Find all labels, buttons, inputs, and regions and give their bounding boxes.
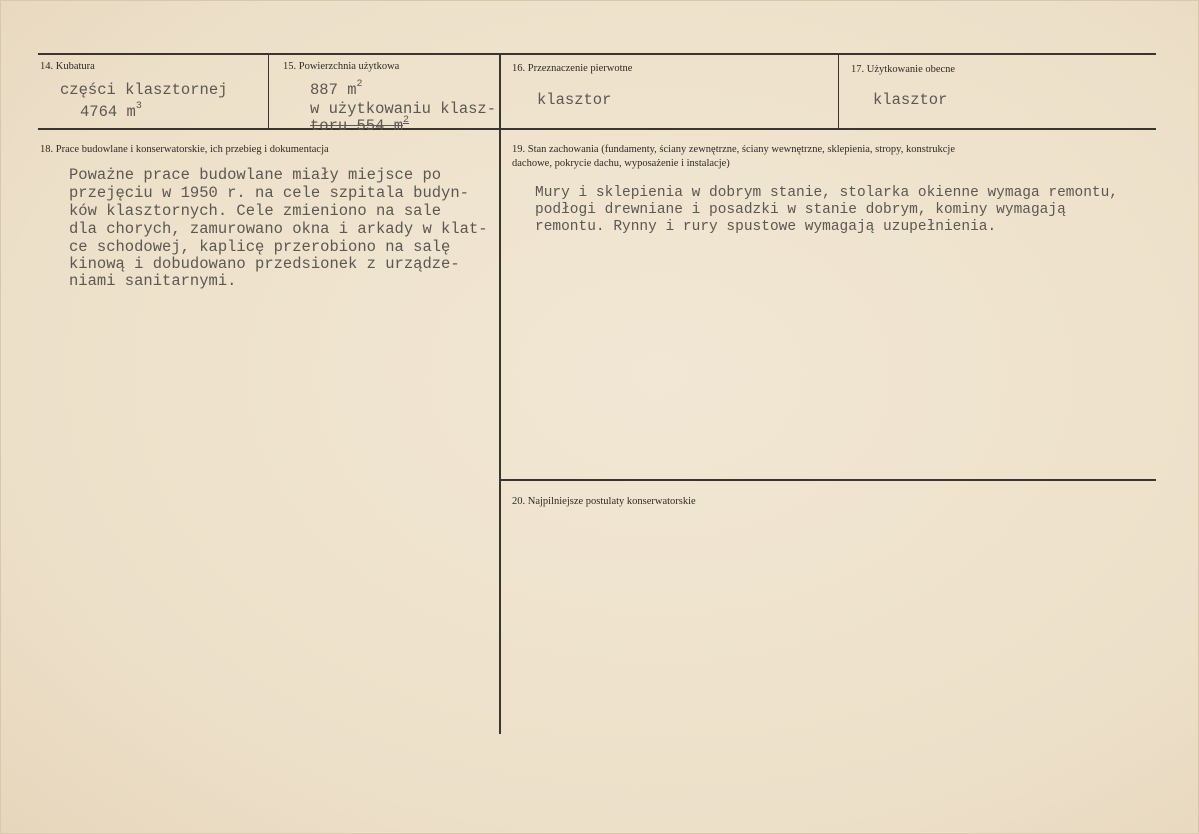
field-18-line: ków klasztornych. Cele zmieniono na sale [69,202,442,220]
field-15-line3 [310,117,409,135]
field-14-line1: części klasztornej [60,81,228,99]
field-16-value: klasztor [537,91,612,109]
section-divider-19-20 [500,479,1156,481]
top-rule [38,53,1156,55]
field-19-label-line1: 19. Stan zachowania (fundamenty, ściany zewnętrzne, ściany wewnętrzne, sklepienia, stropy, konstrukcje [512,144,955,155]
field-18-label: 18. Prace budowlane i konserwatorskie, ich przebieg i dokumentacja [40,144,329,155]
field-14-volume-value: 4764 m [80,103,136,121]
field-19-line: remontu. Rynny i rury spustowe wymagają uzupełnienia. [535,219,997,235]
field-14-line2 [80,103,142,121]
field-15-line1 [310,81,363,99]
field-19-label-line2: dachowe, pokrycie dachu, wyposażenie i instalacje) [512,158,730,169]
field-18-line: przejęciu w 1950 r. na cele szpitala budyn- [69,184,469,202]
field-18-line: dla chorych, zamurowano okna i arkady w klat- [69,220,488,238]
field-19-line: Mury i sklepienia w dobrym stanie, stolarka okienne wymaga remontu, [535,185,1118,201]
field-18-line: niami sanitarnymi. [69,272,237,290]
field-15-label: 15. Powierzchnia użytkowa [283,61,400,72]
field-14-label: 14. Kubatura [40,61,95,72]
col-divider-15-16 [499,54,501,734]
field-20-label: 20. Najpilniejsze postulaty konserwatorskie [512,496,696,507]
field-16-label: 16. Przeznaczenie pierwotne [512,63,633,74]
field-14-volume-unit-exp: 3 [135,101,142,112]
field-15-area-value: 887 m [310,81,357,99]
field-15-monastery-area-value: toru 554 m [310,117,404,135]
field-17-value: klasztor [873,91,948,109]
field-15-area-unit-exp: 2 [356,79,363,90]
field-18-line: ce schodowej, kaplicę przerobiono na salę [69,238,451,256]
row-divider-rule [38,128,1156,130]
col-divider-16-17 [838,54,839,130]
field-17-label: 17. Użytkowanie obecne [851,64,956,75]
field-19-line: podłogi drewniane i posadzki w stanie dobrym, kominy wymagają [535,202,1066,218]
field-15-monastery-area-unit-exp: 2 [403,115,410,126]
field-18-line: kinową i dobudowano przedsionek z urządze- [69,255,460,273]
field-18-line: Poważne prace budowlane miały miejsce po [69,166,442,184]
field-15-line2: w użytkowaniu klasz- [310,100,497,118]
col-divider-14-15 [268,54,269,130]
